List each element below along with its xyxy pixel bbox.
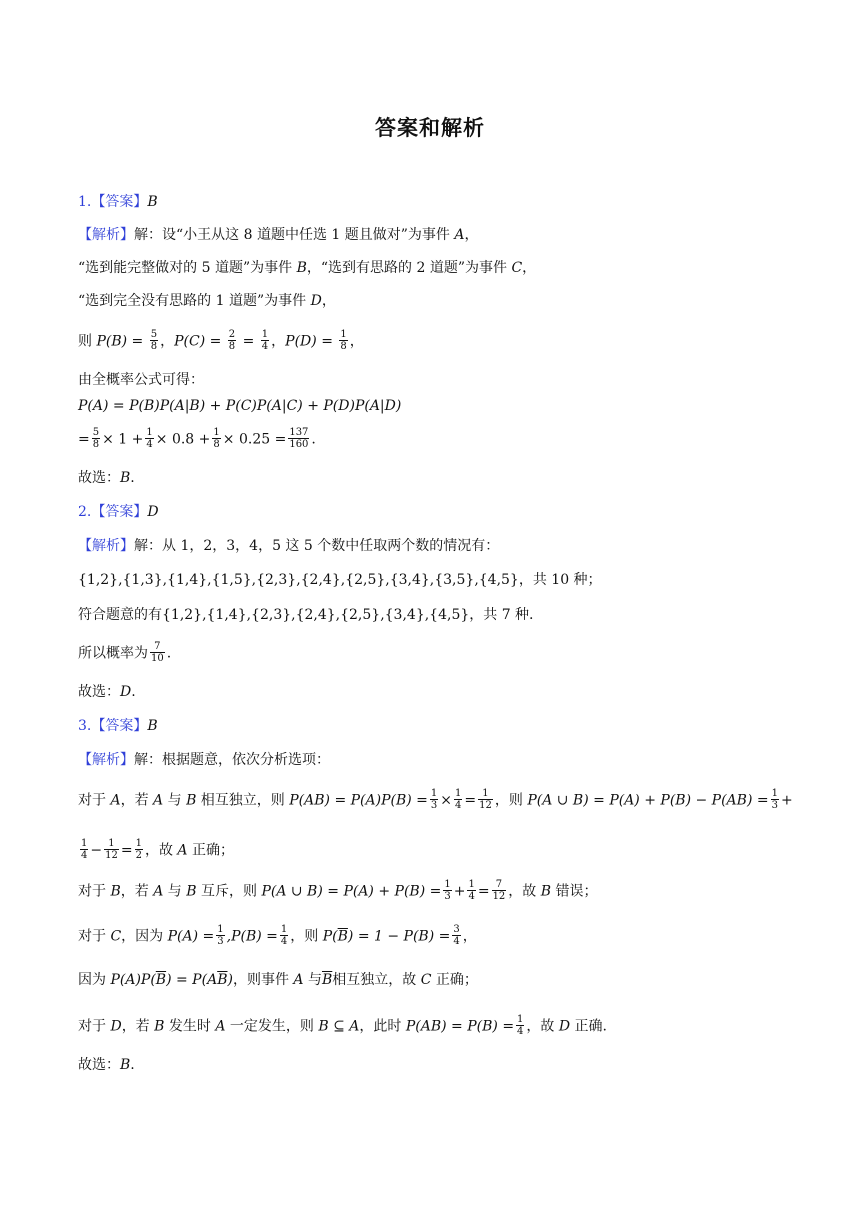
denominator: 10 — [151, 653, 164, 664]
text: . — [131, 684, 136, 700]
numerator: 1 — [478, 788, 493, 800]
fraction — [228, 329, 236, 352]
fraction — [339, 329, 347, 352]
text: = — [78, 431, 90, 448]
text: + — [780, 792, 793, 809]
numerator: 1 — [261, 329, 269, 340]
text: 错误； — [551, 883, 598, 900]
fraction — [150, 641, 165, 664]
fraction — [135, 838, 143, 861]
text: 正确； — [187, 842, 234, 859]
math: P(A) = — [167, 928, 215, 945]
math-var: B — [186, 883, 197, 900]
text: = — [120, 842, 133, 859]
numerator: 1 — [104, 838, 119, 850]
fraction — [280, 924, 288, 947]
math-var: A — [293, 972, 304, 988]
q1-answer-value: B — [147, 194, 158, 210]
math-var: A — [215, 1018, 226, 1035]
math-var: D — [120, 684, 132, 700]
fraction — [212, 427, 220, 450]
text: 故选： — [78, 470, 120, 486]
text: 与 — [163, 883, 187, 900]
text: 对于 — [78, 1018, 111, 1035]
q1-conclusion — [78, 468, 135, 488]
text: 解：根据题意，依次分析选项： — [134, 752, 330, 768]
text: 发生时 — [164, 1018, 216, 1035]
text: “选到完全没有思路的 1 道题”为事件 — [78, 293, 307, 309]
text: − — [90, 842, 103, 859]
numerator: 1 — [135, 838, 142, 849]
document-title: 答案和解析 — [375, 116, 485, 140]
math: P(A ∪ B) = P(A) + P(B) = — [261, 883, 442, 900]
text: ，故 — [144, 842, 178, 859]
q3-answer-value: B — [147, 718, 158, 734]
math-var: A — [110, 792, 121, 809]
q2-conclusion — [78, 682, 136, 702]
denominator: 2 — [135, 850, 142, 861]
denominator: 12 — [105, 850, 118, 861]
q1-analysis-line5: 由全概率公式可得： — [78, 372, 204, 388]
numerator: 1 — [81, 838, 88, 849]
fraction — [454, 788, 462, 811]
denominator: 3 — [217, 936, 224, 947]
q2-answer-line — [78, 502, 159, 522]
denominator: 4 — [81, 850, 88, 861]
text: . — [166, 645, 172, 662]
text: + — [453, 883, 466, 900]
fraction — [516, 1014, 524, 1037]
math-var: C — [511, 260, 523, 276]
text: 因为 — [78, 972, 111, 988]
denominator: 4 — [468, 891, 475, 902]
q1-analysis-line4 — [78, 330, 364, 350]
text: = — [238, 333, 259, 350]
math: P(AB) = P(A)P(B) = — [289, 792, 428, 809]
denominator: 4 — [453, 936, 460, 947]
numerator: 1 — [146, 427, 153, 438]
text: 相互独立，故 — [332, 972, 421, 988]
math-var: A — [153, 883, 164, 900]
denominator: 3 — [444, 891, 451, 902]
q3-answer-head: 3.【答案】 — [78, 718, 148, 734]
math-var: B — [296, 260, 307, 276]
numerator: 1 — [217, 924, 224, 935]
text: 解：设“小王从这 8 道题中任选 1 题且做对”为事件 — [134, 227, 450, 243]
math: ,P(B) = — [226, 928, 278, 945]
text: ，故 — [526, 1018, 559, 1035]
fraction — [145, 427, 153, 450]
text: 相互独立，则 — [196, 792, 290, 809]
q2-answer-head: 2.【答案】 — [78, 504, 148, 520]
math-var: D — [110, 1018, 122, 1035]
text: 互斥，则 — [196, 883, 262, 900]
text: ， — [321, 293, 336, 309]
numerator: 2 — [228, 329, 236, 340]
fraction — [104, 838, 119, 861]
text: 与 — [303, 972, 322, 988]
fraction — [478, 788, 493, 811]
denominator: 4 — [261, 341, 269, 352]
numerator: 1 — [280, 924, 288, 935]
text: 对于 — [78, 792, 111, 809]
math-var: C — [110, 928, 122, 945]
q3-analysis-tag: 【解析】 — [78, 752, 134, 768]
numerator: 7 — [492, 879, 507, 891]
text: . — [130, 470, 135, 486]
text: 则 — [78, 333, 97, 350]
text: × 0.25 = — [222, 431, 287, 448]
math: P(B) = — [96, 333, 148, 350]
math-var-complement: $\overline{B}$ — [337, 928, 348, 945]
denominator: 8 — [228, 341, 236, 352]
text: 一定发生，则 — [225, 1018, 319, 1035]
numerator: 1 — [468, 879, 475, 890]
text: ， — [160, 333, 175, 350]
numerator: 5 — [150, 329, 158, 340]
fraction — [150, 329, 158, 352]
fraction — [92, 427, 100, 450]
fraction — [261, 329, 269, 352]
math-var: B — [154, 1018, 165, 1035]
numerator: 1 — [340, 329, 347, 340]
math-var: C — [420, 972, 432, 988]
text: × — [440, 792, 453, 809]
denominator: 3 — [771, 800, 778, 811]
q1-analysis-line3 — [78, 291, 336, 311]
denominator: 3 — [430, 800, 438, 811]
denominator: 8 — [213, 439, 220, 450]
q1-analysis-tag: 【解析】 — [78, 227, 134, 243]
numerator: 1 — [455, 788, 462, 799]
q1-analysis-line6 — [78, 396, 401, 416]
text: 对于 — [78, 928, 111, 945]
numerator: 1 — [517, 1014, 524, 1025]
math: P(D) = — [285, 333, 338, 350]
q2-answer-value: D — [147, 504, 159, 520]
q3-analysis-line5 — [78, 925, 477, 945]
fraction — [452, 924, 460, 947]
text: ，若 — [120, 883, 154, 900]
text: 故选： — [78, 684, 120, 700]
math-var: B — [186, 792, 197, 809]
text: × 1 + — [102, 431, 144, 448]
fraction — [467, 879, 475, 902]
text: × 0.8 + — [155, 431, 211, 448]
text: ，因为 — [121, 928, 168, 945]
math-var: D — [310, 293, 322, 309]
fraction — [492, 879, 507, 902]
q2-analysis-line3: 符合题意的有{1,2},{1,4},{2,3},{2,4},{2,5},{3,4},{4,5}，共 7 种. — [78, 607, 534, 623]
text: ，若 — [121, 1018, 155, 1035]
text: ， — [349, 333, 364, 350]
text: “选到能完整做对的 5 道题”为事件 — [78, 260, 293, 276]
text: ，若 — [120, 792, 154, 809]
math: P(AB) = P(B) = — [405, 1018, 515, 1035]
q3-analysis-line7 — [78, 1015, 607, 1035]
q3-analysis-line2 — [78, 789, 793, 809]
q1-answer-line — [78, 192, 158, 212]
numerator: 1 — [771, 788, 778, 799]
q1-analysis-line1 — [78, 225, 479, 245]
denominator: 8 — [92, 439, 100, 450]
fraction — [288, 427, 309, 450]
text: 与 — [163, 792, 187, 809]
q2-analysis-line2: {1,2},{1,3},{1,4},{1,5},{2,3},{2,4},{2,5},{3,4},{3,5},{4,5}，共 10 种； — [78, 572, 602, 588]
math: ) = P(A — [166, 972, 218, 988]
math-var-complement: $\overline{B}$ — [155, 972, 167, 988]
math-var: A — [454, 227, 465, 243]
math-var: B — [120, 1057, 131, 1073]
text: 正确. — [570, 1018, 608, 1035]
q3-analysis-line6 — [78, 970, 478, 990]
numerator: 7 — [150, 641, 165, 653]
math: B ⊆ A — [318, 1018, 360, 1035]
math-var: A — [177, 842, 188, 859]
q1-analysis-line2 — [78, 258, 536, 278]
math-var: B — [120, 470, 131, 486]
fraction — [771, 788, 779, 811]
fraction — [80, 838, 88, 861]
denominator: 4 — [517, 1026, 524, 1037]
q3-analysis-line1 — [78, 750, 330, 770]
math: P(A)P( — [110, 972, 156, 988]
math: P(A) = P(B)P(A|B) + P(C)P(A|C) + P(D)P(A|D) — [78, 398, 402, 414]
text: 对于 — [78, 883, 111, 900]
text: . — [130, 1057, 135, 1073]
text: ， — [462, 928, 477, 945]
text: ，故 — [508, 883, 541, 900]
denominator: 12 — [492, 891, 506, 902]
math-var-complement: $\overline{B}$ — [321, 972, 333, 988]
text: ，“选到有思路的 2 道题”为事件 — [306, 260, 507, 276]
q3-answer-line — [78, 716, 158, 736]
q1-analysis-line7 — [78, 428, 316, 448]
text: = — [477, 883, 490, 900]
text: ，则事件 — [232, 972, 294, 988]
denominator: 4 — [455, 800, 462, 811]
numerator: 1 — [444, 879, 451, 890]
denominator: 4 — [146, 439, 153, 450]
q2-analysis-line4 — [78, 642, 171, 662]
denominator: 8 — [150, 341, 158, 352]
denominator: 12 — [479, 800, 492, 811]
math: P(C) = — [174, 333, 226, 350]
denominator: 4 — [280, 936, 288, 947]
text: = — [464, 792, 477, 809]
math: ) — [227, 972, 233, 988]
text: ， — [271, 333, 286, 350]
math: P(A ∪ B) = P(A) + P(B) − P(AB) = — [527, 792, 769, 809]
math-var-complement: $\overline{B}$ — [217, 972, 228, 988]
q3-analysis-line3 — [78, 839, 234, 859]
numerator: 3 — [453, 924, 460, 935]
text: ， — [464, 227, 479, 243]
fraction — [216, 924, 224, 947]
numerator: 137 — [289, 427, 309, 438]
fraction — [443, 879, 451, 902]
math-var: B — [540, 883, 552, 900]
denominator: 8 — [340, 341, 347, 352]
math: ) = 1 − P(B) = — [347, 928, 451, 945]
text: ， — [522, 260, 537, 276]
denominator: 160 — [289, 439, 309, 450]
numerator: 1 — [213, 427, 220, 438]
text: 正确； — [431, 972, 478, 988]
text: ，则 — [494, 792, 528, 809]
math-var: D — [558, 1018, 571, 1035]
math-var: A — [153, 792, 164, 809]
q2-analysis-tag: 【解析】 — [78, 538, 134, 554]
q2-analysis-line1 — [78, 536, 499, 556]
text: 故选： — [78, 1057, 120, 1073]
text: ，此时 — [359, 1018, 406, 1035]
q3-conclusion — [78, 1055, 135, 1075]
math-var: B — [110, 883, 121, 900]
text: 所以概率为 — [78, 645, 148, 662]
q1-answer-head: 1.【答案】 — [78, 194, 148, 210]
numerator: 5 — [92, 427, 100, 438]
text: . — [311, 431, 316, 448]
numerator: 1 — [430, 788, 438, 799]
text: ，则 — [290, 928, 323, 945]
math: P( — [322, 928, 338, 945]
text: 解：从 1，2，3，4，5 这 5 个数中任取两个数的情况有： — [134, 538, 500, 554]
q3-analysis-line4 — [78, 880, 598, 900]
fraction — [430, 788, 438, 811]
